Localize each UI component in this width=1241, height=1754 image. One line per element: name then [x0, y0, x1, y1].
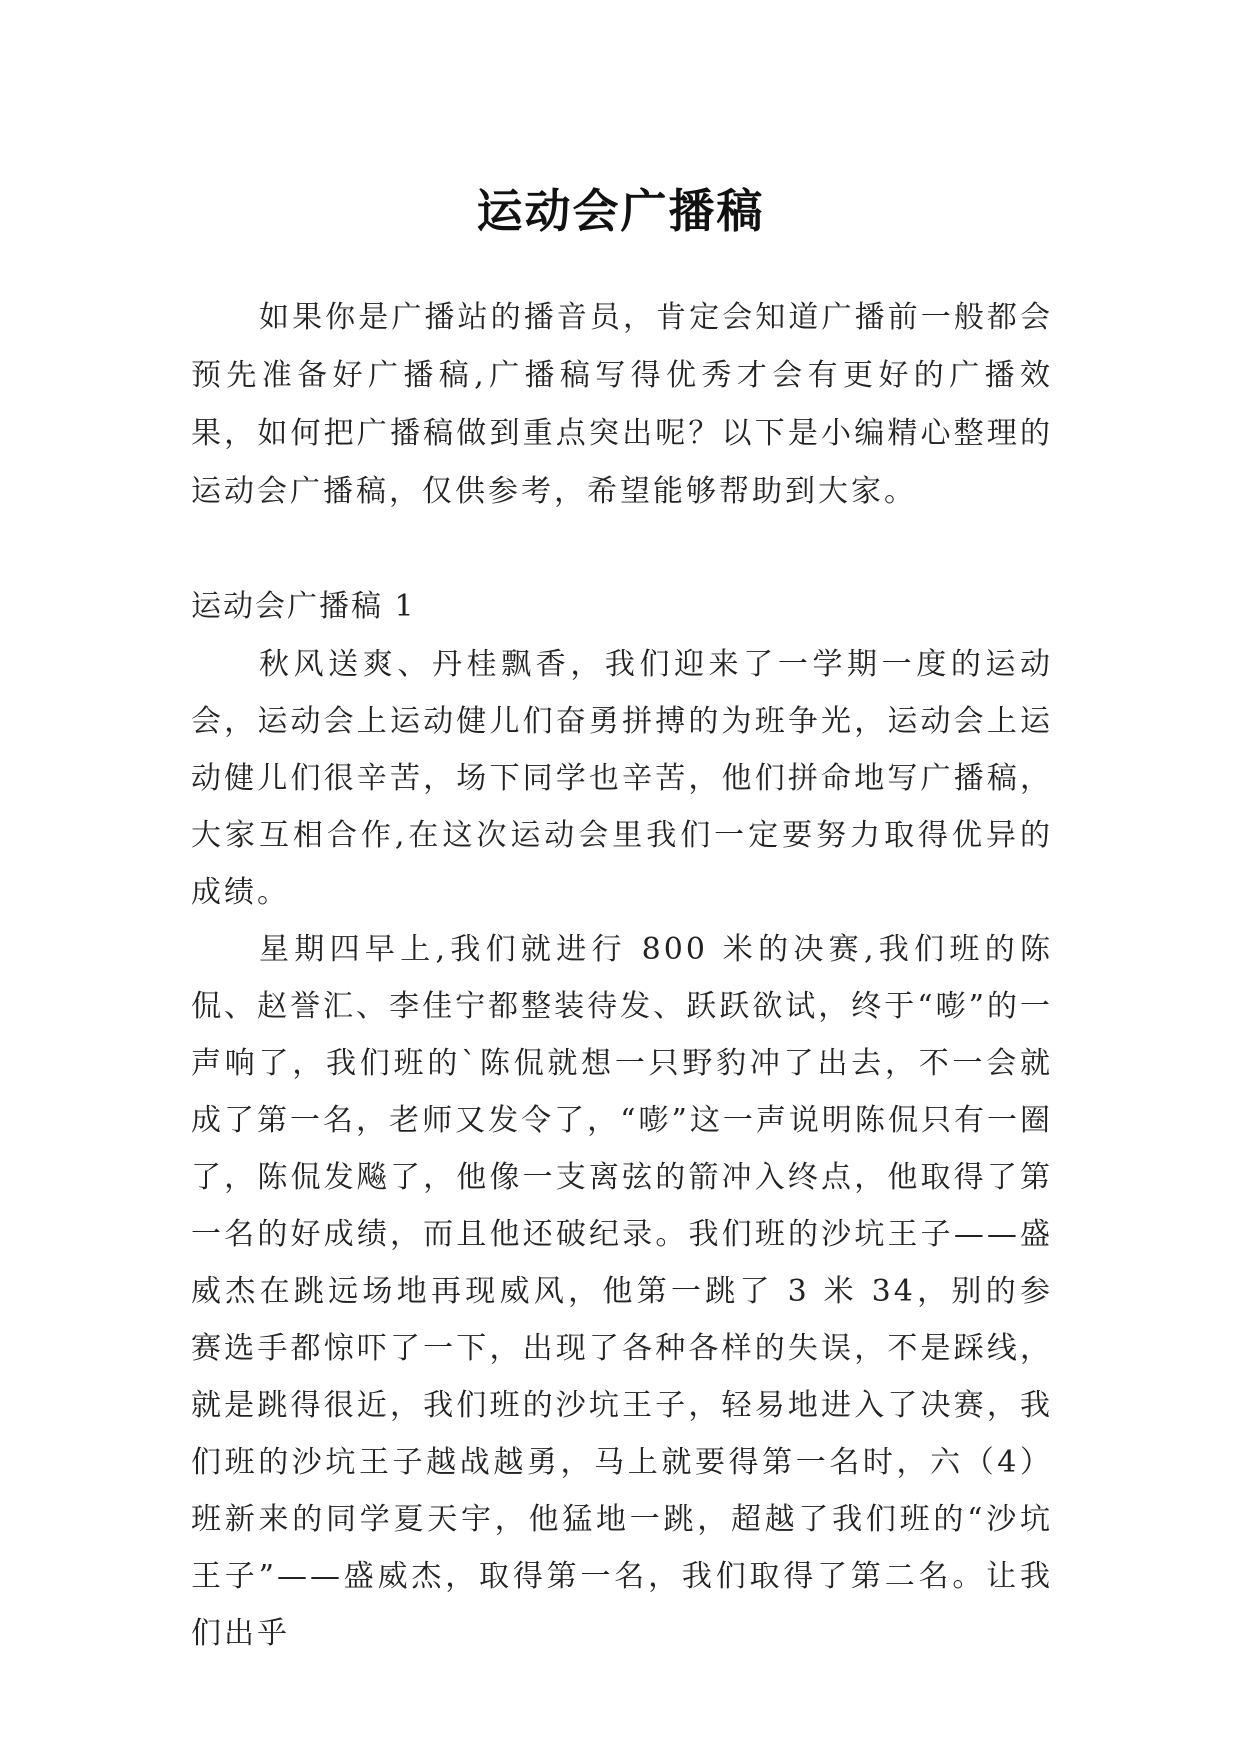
- section-body: [191, 636, 1053, 1662]
- body-paragraph: 秋风送爽、丹桂飘香，我们迎来了一学期一度的运动会，运动会上运动健儿们奋勇拼搏的为班争光，运动会上运动健儿们很辛苦，场下同学也辛苦，他们拼命地写广播稿，大家互相合作,在这次运动会里我们一定要努力取得优异的成绩。: [191, 647, 1053, 910]
- document-title: 运动会广播稿: [476, 183, 765, 238]
- body-paragraph: 星期四早上,我们就进行 800 米的决赛,我们班的陈侃、赵誉汇、李佳宁都整装待发、跃跃欲试，终于“嘭”的一声响了，我们班的`陈侃就想一只野豹冲了出去，不一会就成了第一名，老师又发令了，“嘭”这一声说明陈侃只有一圈了，陈侃发飚了，他像一支离弦的箭冲入终点，他取得了第一名的好成绩，而且他还破纪录。我们班的沙坑王子——盛威杰在跳远场地再现威风，他第一跳了 3 米 34，别的参赛选手都惊吓了一下，出现了各种各样的失误，不是踩线，就是跳得很近，我们班的沙坑王子，轻易地进入了决赛，我们班的沙坑王子越战越勇，马上就要得第一名时，六（4）班新来的同学夏天宇，他猛地一跳，超越了我们班的“沙坑王子”——盛威杰，取得第一名，我们取得了第二名。让我们出乎: [191, 932, 1053, 1651]
- section-heading: 运动会广播稿 1: [191, 589, 416, 624]
- intro-paragraph: 如果你是广播站的播音员，肯定会知道广播前一般都会预先准备好广播稿,广播稿写得优秀才会有更好的广播效果，如何把广播稿做到重点突出呢？以下是小编精心整理的运动会广播稿，仅供参考，希望能够帮助到大家。: [191, 300, 1053, 509]
